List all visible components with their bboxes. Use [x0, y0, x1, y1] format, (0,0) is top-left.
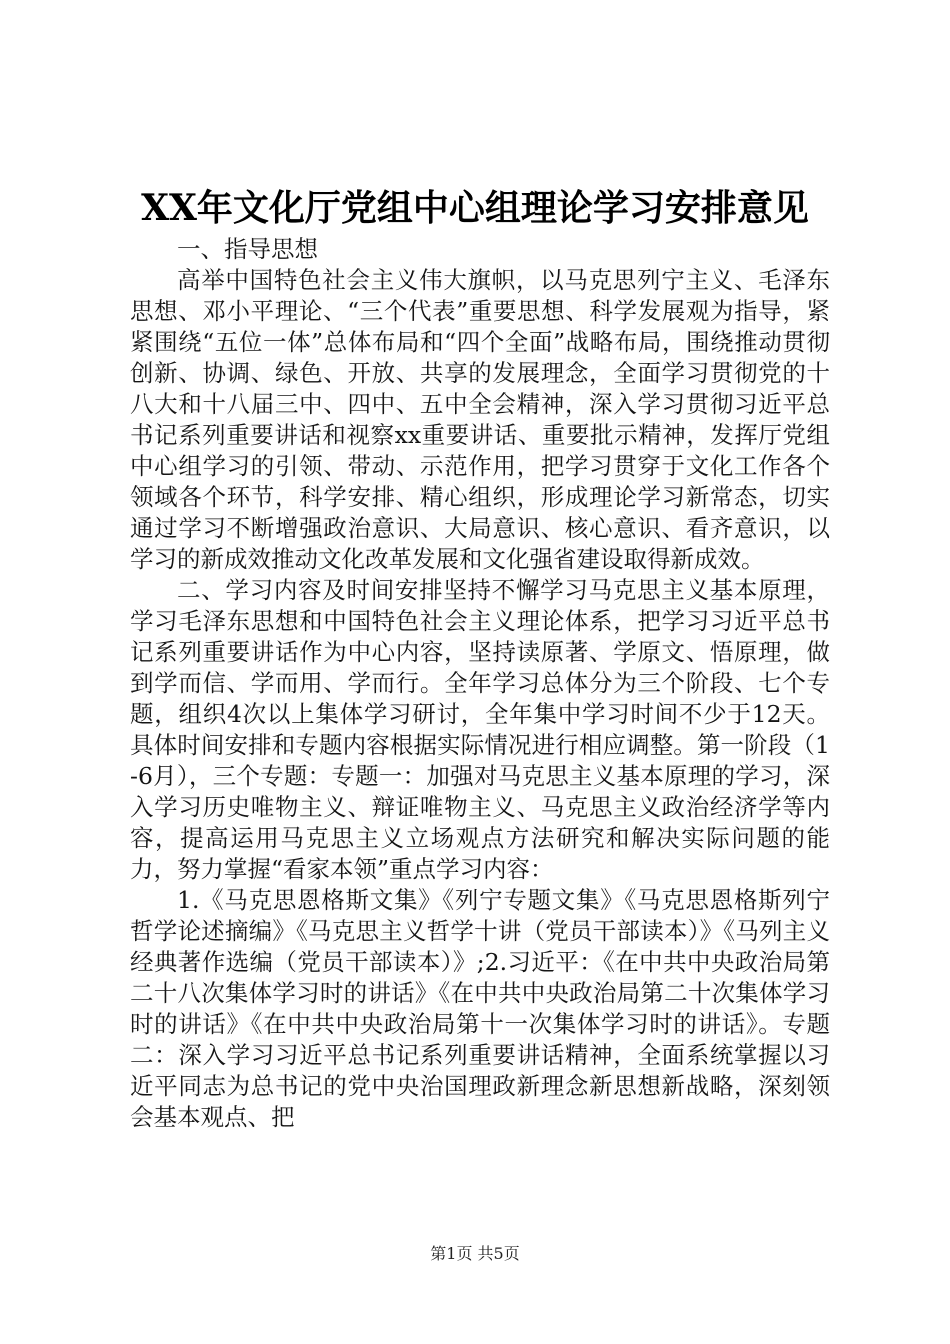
- page-number-footer: 第1页 共5页: [430, 1244, 520, 1263]
- paragraph-reading-list: 1.《马克思恩格斯文集》《列宁专题文集》《马克思恩格斯列宁哲学论述摘编》《马克思主义哲学十讲（党员干部读本）》《马列主义经典著作选编（党员干部读本）》;2.习近平：《在中共中央政治局第二十八次集体学习时的讲话》《在中共中央政治局第二十次集体学习时的讲话》《在中共中央政治局第十一次集体学习时的讲话》。专题二：深入学习习近平总书记系列重要讲话精神，全面系统掌握以习近平同志为总书记的党中央治国理政新理念新思想新战略，深刻领会基本观点、把: [130, 886, 830, 1131]
- paragraph-guiding-thought: 高举中国特色社会主义伟大旗帜，以马克思列宁主义、毛泽东思想、邓小平理论、“三个代表”重要思想、科学发展观为指导，紧紧围绕“五位一体”总体布局和“四个全面”战略布局，围绕推动贯彻创新、协调、绿色、开放、共享的发展理念，全面学习贯彻党的十八大和十八届三中、四中、五中全会精神，深入学习贯彻习近平总书记系列重要讲话和视察xx重要讲话、重要批示精神，发挥厅党组中心组学习的引领、带动、示范作用，把学习贯穿于文化工作各个领域各个环节，科学安排、精心组织，形成理论学习新常态，切实通过学习不断增强政治意识、大局意识、核心意识、看齐意识，以学习的新成效推动文化改革发展和文化强省建设取得新成效。: [130, 266, 830, 573]
- paragraph-study-content-schedule: 二、学习内容及时间安排坚持不懈学习马克思主义基本原理，学习毛泽东思想和中国特色社会主义理论体系，把学习习近平总书记系列重要讲话作为中心内容，坚持读原著、学原文、悟原理，做到学而信、学而用、学而行。全年学习总体分为三个阶段、七个专题，组织4次以上集体学习研讨，全年集中学习时间不少于12天。具体时间安排和专题内容根据实际情况进行相应调整。第一阶段（1-6月），三个专题：专题一：加强对马克思主义基本原理的学习，深入学习历史唯物主义、辩证唯物主义、马克思主义政治经济学等内容，提高运用马克思主义立场观点方法研究和解决实际问题的能力，努力掌握“看家本领”重点学习内容：: [130, 576, 830, 883]
- document-title: XX年文化厅党组中心组理论学习安排意见: [141, 187, 809, 229]
- section-heading-guiding-thought: 一、指导思想: [177, 235, 318, 263]
- document-body: [130, 234, 830, 1133]
